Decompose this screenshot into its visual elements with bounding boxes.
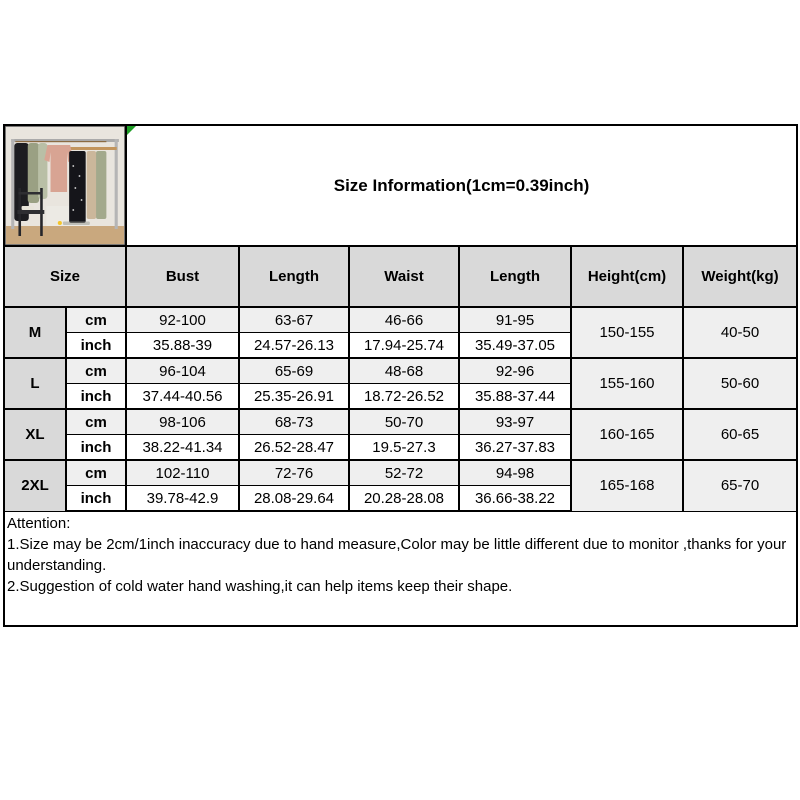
table-row-l-cm — [4, 358, 797, 384]
l-bust-cm: 96-104 — [126, 358, 239, 384]
size-label-l: L — [4, 358, 66, 409]
2xl-length2-inch: 36.66-38.22 — [459, 486, 571, 512]
m-bust-inch: 35.88-39 — [126, 333, 239, 359]
unit-label-cm: cm — [66, 409, 126, 435]
xl-bust-inch: 38.22-41.34 — [126, 435, 239, 461]
2xl-length1-inch: 28.08-29.64 — [239, 486, 349, 512]
l-waist-cm: 48-68 — [349, 358, 459, 384]
xl-length2-cm: 93-97 — [459, 409, 571, 435]
product-photo — [4, 125, 126, 246]
xl-length1-inch: 26.52-28.47 — [239, 435, 349, 461]
table-row-m-cm — [4, 307, 797, 333]
2xl-waist-cm: 52-72 — [349, 460, 459, 486]
m-length1-inch: 24.57-26.13 — [239, 333, 349, 359]
2xl-weight: 65-70 — [683, 460, 797, 511]
l-waist-inch: 18.72-26.52 — [349, 384, 459, 410]
table-row-2xl-cm — [4, 460, 797, 486]
m-waist-cm: 46-66 — [349, 307, 459, 333]
table-row-xl-cm — [4, 409, 797, 435]
size-label-xl: XL — [4, 409, 66, 460]
unit-label-inch: inch — [66, 384, 126, 410]
unit-label-inch: inch — [66, 486, 126, 512]
table-header-row — [4, 246, 797, 307]
xl-waist-inch: 19.5-27.3 — [349, 435, 459, 461]
size-chart — [3, 124, 796, 627]
m-length1-cm: 63-67 — [239, 307, 349, 333]
xl-height: 160-165 — [571, 409, 683, 460]
cell-corner-marker-icon — [127, 126, 136, 135]
header-bust: Bust — [126, 246, 239, 307]
2xl-length2-cm: 94-98 — [459, 460, 571, 486]
m-weight: 40-50 — [683, 307, 797, 358]
unit-label-cm: cm — [66, 307, 126, 333]
unit-label-cm: cm — [66, 460, 126, 486]
xl-length1-cm: 68-73 — [239, 409, 349, 435]
header-height: Height(cm) — [571, 246, 683, 307]
header-length-2: Length — [459, 246, 571, 307]
m-length2-inch: 35.49-37.05 — [459, 333, 571, 359]
2xl-bust-cm: 102-110 — [126, 460, 239, 486]
l-height: 155-160 — [571, 358, 683, 409]
size-table — [3, 124, 798, 512]
l-length1-inch: 25.35-26.91 — [239, 384, 349, 410]
title-cell — [126, 125, 797, 246]
title-row — [4, 125, 797, 246]
page-title: Size Information(1cm=0.39inch) — [333, 175, 590, 195]
xl-weight: 60-65 — [683, 409, 797, 460]
attention-note-1: 1.Size may be 2cm/1inch inaccuracy due to hand measure,Color may be little different due to monitor ,thanks for your understanding. — [7, 536, 787, 574]
attention-notes — [3, 512, 798, 627]
unit-label-inch: inch — [66, 333, 126, 359]
xl-bust-cm: 98-106 — [126, 409, 239, 435]
m-waist-inch: 17.94-25.74 — [349, 333, 459, 359]
attention-note-2: 2.Suggestion of cold water hand washing,it can help items keep their shape. — [7, 578, 513, 595]
header-length-1: Length — [239, 246, 349, 307]
header-waist: Waist — [349, 246, 459, 307]
header-weight: Weight(kg) — [683, 246, 797, 307]
size-label-2xl: 2XL — [4, 460, 66, 511]
l-length1-cm: 65-69 — [239, 358, 349, 384]
xl-length2-inch: 36.27-37.83 — [459, 435, 571, 461]
size-label-m: M — [4, 307, 66, 358]
m-length2-cm: 91-95 — [459, 307, 571, 333]
m-height: 150-155 — [571, 307, 683, 358]
unit-label-cm: cm — [66, 358, 126, 384]
m-bust-cm: 92-100 — [126, 307, 239, 333]
2xl-waist-inch: 20.28-28.08 — [349, 486, 459, 512]
2xl-height: 165-168 — [571, 460, 683, 511]
xl-waist-cm: 50-70 — [349, 409, 459, 435]
l-length2-cm: 92-96 — [459, 358, 571, 384]
l-weight: 50-60 — [683, 358, 797, 409]
clothing-rack-photo — [5, 126, 125, 245]
2xl-length1-cm: 72-76 — [239, 460, 349, 486]
header-size: Size — [4, 246, 126, 307]
unit-label-inch: inch — [66, 435, 126, 461]
2xl-bust-inch: 39.78-42.9 — [126, 486, 239, 512]
l-bust-inch: 37.44-40.56 — [126, 384, 239, 410]
attention-heading: Attention: — [7, 515, 71, 532]
l-length2-inch: 35.88-37.44 — [459, 384, 571, 410]
